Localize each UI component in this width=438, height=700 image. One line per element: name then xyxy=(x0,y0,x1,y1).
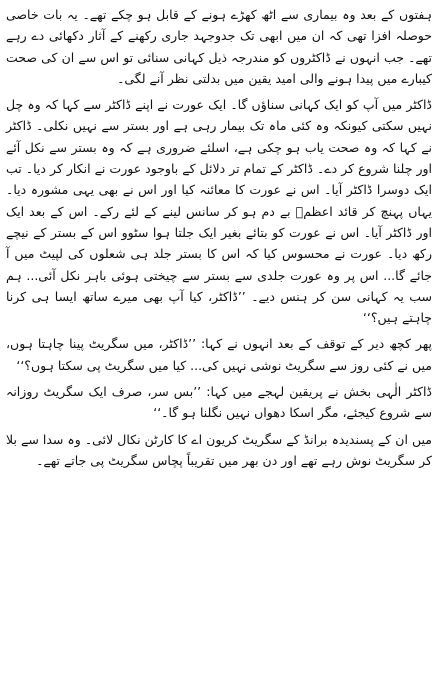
paragraph-cigarette-request: پھر کچھ دیر کے توقف کے بعد انہوں نے کہا: ’’ڈاکٹر، میں سگریٹ پینا چاہتا ہوں، میں نے کئی روز سے سگریٹ نوشی نہیں کی... کیا میں سگریٹ پی سکتا ہوں؟‘‘ xyxy=(6,336,432,373)
paragraph-recovery: ہفتوں کے بعد وہ بیماری سے اٹھ کھڑے ہونے کے قابل ہو چکے تھے۔ یہ بات خاصی حوصلہ افزا تھی کہ ان میں ابھی تک جدوجہد جاری رکھنے کے آثار دکھائی دے رہے تھے۔ جب انہوں نے ڈاکٹروں کو مندرجہ ذیل کہانی سنائی تو اس سے ان کی صحت کیبارے میں پیدا ہونے والی امید یقین میں بدلتی نظر آنے لگی۔ xyxy=(6,7,432,86)
paragraph-carton: میں ان کے پسندیدہ برانڈ کے سگریٹ کریون اے کا کارٹن نکال لائی۔ وہ سدا سے بلا کر سگریٹ نوش رہے تھے اور دن بھر میں تقریباً پچاس سگریٹ پی جاتے تھے۔ xyxy=(6,431,432,468)
paragraph-doctor-reply: ڈاکٹر الٰہی بخش نے پریقین لہجے میں کہا: ’’بس سر، صرف ایک سگریٹ روزانہ سے شروع کیجئے، مگر اسکا دھواں نہیں نگلنا ہو گا۔‘‘ xyxy=(6,384,432,421)
paragraph-story: ڈاکٹر میں آپ کو ایک کہانی سناؤں گا۔ ایک عورت نے اپنے ڈاکٹر سے کہا کہ وہ چل نہیں سکتی کیونکہ وہ کئی ماہ تک بیمار رہی ہے اور بستر سے نہیں نکلی۔ ڈاکٹر نے کہا کہ وہ صحت یاب ہو چکی ہے، اسلئے ضروری ہے کہ وہ بستر سے نکل آئے اور چلنا شروع کر دے۔ ڈاکٹر کے تمام تر دلائل کے باوجود عورت نے انکار کر دیا۔ تب ایک دوسرا ڈاکٹر آیا۔ اس نے عورت کا معائنہ کیا اور اس نے بھی یہی مشورہ دیا۔ یہاں پہنچ کر قائد اعظمؒ بے دم ہو کر سانس لینے کے لئے رکے۔ اس کے بعد ایک اور ڈاکٹر آیا۔ اس نے عورت کو بتائے بغیر ایک جلتا ہوا سٹوو اس کے بستر کے نیچے رکھ دیا۔ عورت نے محسوس کیا کہ اس کا بستر جلد ہی شعلوں کی لپیٹ میں آ جائے گا... اس پر وہ عورت جلدی سے بستر سے چیختی ہوئی باہر نکل آئی... ہم سب یہ کہانی سن کر ہنس دیے۔ ’’ڈاکٹر، کیا آپ بھی میرے ساتھ ایسا ہی کرنا چاہتے ہیں؟‘‘ xyxy=(6,97,432,326)
